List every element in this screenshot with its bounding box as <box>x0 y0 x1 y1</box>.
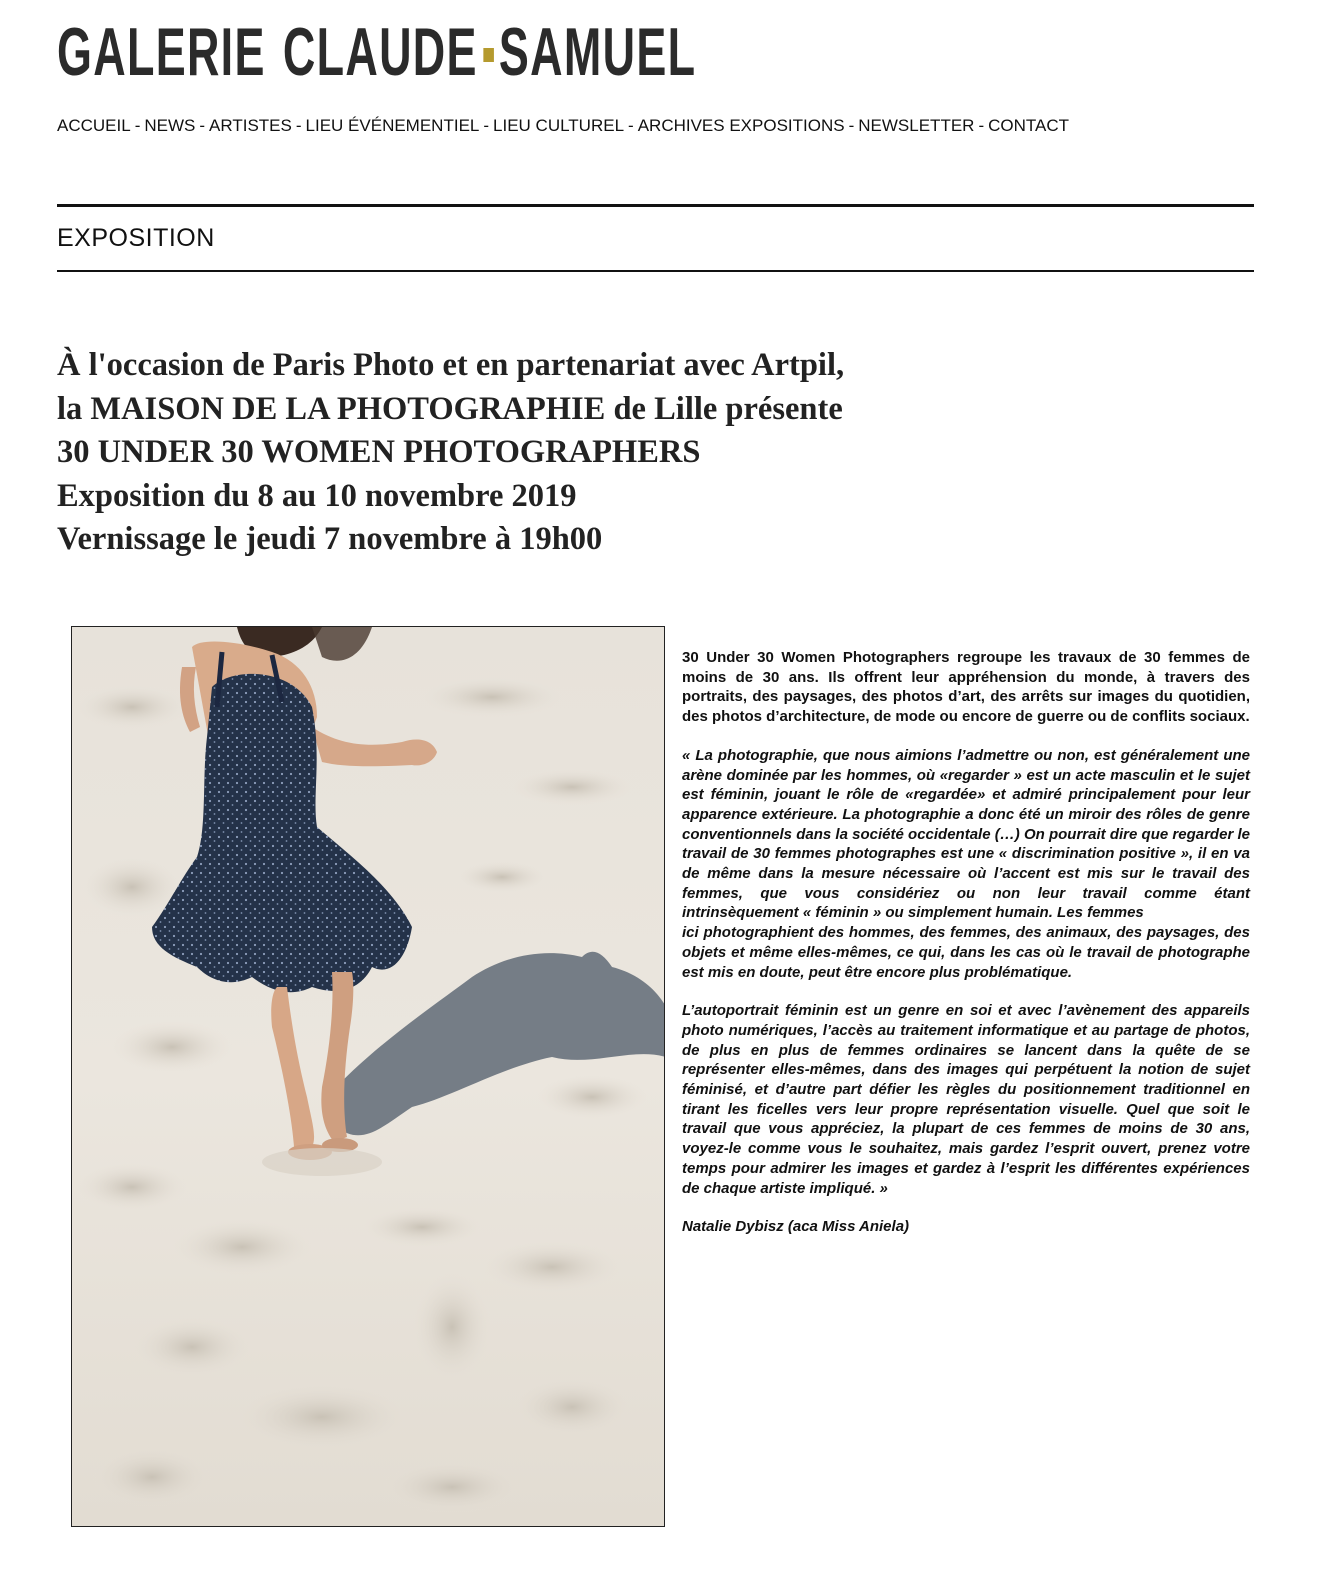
headline-line-3: 30 UNDER 30 WOMEN PHOTOGRAPHERS <box>57 434 701 470</box>
logo-accent-dash <box>483 48 494 62</box>
article-quote-part-3: L’autoportrait féminin est un genre en soi et avec l’avènement des appareils photo numériques, l’accès au traitement informatique et au partage de photos, de plus en plus de femmes ordinaires se lancent dans la quête de se représenter elles-mêmes, dans des images qui perpétuent la notion de sujet féminisé, et d’autre part défier les règles du positionnement traditionnel en tirant les ficelles vers leur propre représentation visuelle. Quel que soit le travail que vous appréciez, la plupart de ces femmes de moins de 30 ans, voyez-le comme vous le souhaitez, mais gardez l’esprit ouvert, prenez votre temps pour admirer les images et gardez à l’esprit les différentes expériences de chaque artiste impliqué. » <box>682 1002 1250 1197</box>
headline-line-2: la MAISON DE LA PHOTOGRAPHIE de Lille présente <box>57 390 843 427</box>
nav-lieu-culturel[interactable]: LIEU CULTUREL <box>493 116 625 135</box>
gallery-logo[interactable] <box>57 10 697 90</box>
nav-lieu-evenementiel[interactable]: LIEU ÉVÉNEMENTIEL <box>305 116 480 135</box>
nav-separator: - <box>848 116 855 135</box>
logo-word-claude: CLAUDE <box>282 14 478 90</box>
nav-separator: - <box>134 116 141 135</box>
exhibition-headline <box>57 344 844 562</box>
exhibition-description <box>682 648 1250 1256</box>
nav-separator: - <box>628 116 634 135</box>
headline-line-4: Exposition du 8 au 10 novembre 2019 <box>57 477 577 514</box>
exhibition-photo[interactable] <box>71 626 665 1527</box>
article-quote-part-2: ici photographient des hommes, des femmes, des animaux, des paysages, des objets et même elles-mêmes, ce qui, dans les cas où le travail de photographe est mis en doute, peut être encore plus problématique. <box>682 924 1250 981</box>
nav-contact[interactable]: CONTACT <box>988 116 1070 135</box>
nav-artistes[interactable]: ARTISTES <box>209 116 292 135</box>
dancer-on-sand-illustration <box>72 627 665 1527</box>
article-quote-part-1: « La photographie, que nous aimions l’admettre ou non, est généralement une arène dominée par les hommes, où «regarder » est un acte masculin et le sujet est féminin, jouant le rôle de «regardée» et admiré principalement pour leur apparence extérieure. La photographie a donc été un miroir des rôles de genre conventionnels dans la société occidentale (…) On pourrait dire que regarder le travail de 30 femmes photographes est une « discrimination positive », il en va de même dans la mesure nécessaire où l’accent est mis sur le travail des femmes, que vous considériez ou non leur travail comme étant intrinsèquement « féminin » ou simplement humain. Les femmes <box>682 746 1250 922</box>
nav-separator: - <box>978 116 985 135</box>
nav-archives-expositions[interactable]: ARCHIVES EXPOSITIONS <box>637 116 845 135</box>
article-signature: Natalie Dybisz (aca Miss Aniela) <box>682 1218 910 1236</box>
logo-word-galerie: GALERIE <box>57 14 266 90</box>
nav-newsletter[interactable]: NEWSLETTER <box>858 116 975 135</box>
main-navigation <box>57 116 1069 136</box>
nav-news[interactable]: NEWS <box>144 116 196 135</box>
section-title: EXPOSITION <box>57 224 215 252</box>
article-intro: 30 Under 30 Women Photographers regroupe les travaux de 30 femmes de moins de 30 ans. Ils offrent leur appréhension du monde, à travers des portraits, des paysages, des photos d’art, des arrêts sur images du quotidien, des photos d’architecture, de mode ou encore de guerre ou de conflits sociaux. <box>682 649 1250 726</box>
logo-word-samuel: SAMUEL <box>498 14 697 90</box>
nav-accueil[interactable]: ACCUEIL <box>57 116 131 135</box>
headline-line-1: À l'occasion de Paris Photo et en partenariat avec Artpil, <box>57 347 845 383</box>
nav-separator: - <box>295 116 302 135</box>
nav-separator: - <box>483 116 490 135</box>
section-divider-bottom <box>57 270 1254 272</box>
section-divider-top <box>57 204 1254 207</box>
headline-line-5: Vernissage le jeudi 7 novembre à 19h00 <box>57 521 603 557</box>
nav-separator: - <box>199 116 206 135</box>
